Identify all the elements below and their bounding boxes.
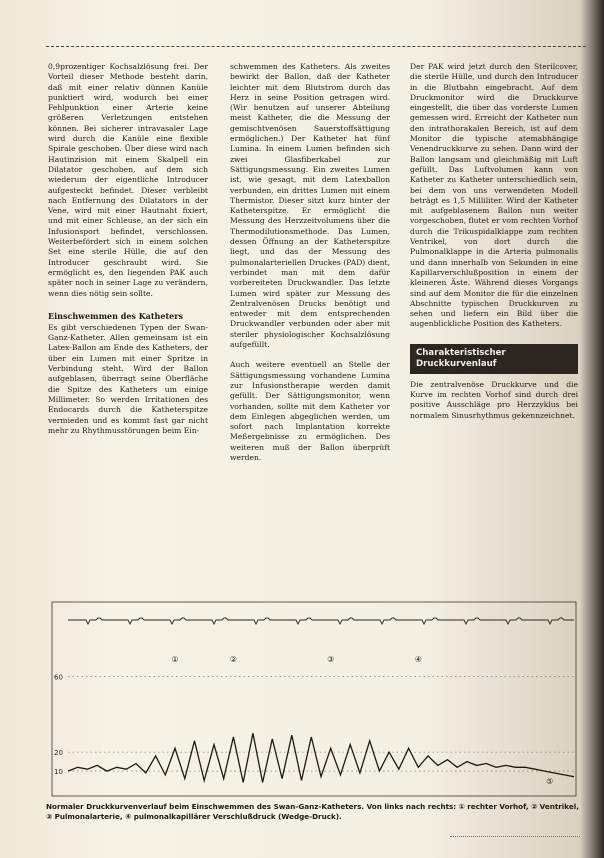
column-3 — [410, 62, 578, 421]
phase-marker: ⑤ — [546, 777, 554, 786]
pressure-chart-svg — [46, 598, 580, 798]
y-tick-label: 10 — [54, 768, 63, 777]
column-1 — [48, 62, 208, 436]
pressure-trace — [68, 733, 574, 782]
ecg-trace — [68, 618, 574, 624]
col2-paragraph-1: schwemmen des Katheters. Als zweites bewirkt der Ballon, daß der Katheter leichter mit dem Blutstrom durch das Herz in seine Position getragen wird. (Wir benutzen auf unserer Abteilung meist Katheter, die die Messung der gemischtvenösen Sauerstoffsättigung ermöglichen.) Der Katheter hat fünf Lumina. In einem Lumen befinden sich zwei Glasfiberkabel zur Sättigungsmessung. Ein zweites Lumen ist, wie gesagt, mit dem Latexballon verbunden, ein drittes Lumen mit einem Thermistor. Dieser sitzt kurz hinter der Katheterspitze. Er ermöglicht die Messung des Herzzeitvolumens über die Thermodilutionsmethode. Das Lumen, dessen Öffnung an der Katheterspitze liegt, und das der Messung des pulmonalarteriellen Druckes (PAD) dient, verbindet man mit dem dafür vorbereiteten Druckwandler. Das letzte Lumen wird später zur Messung des Zentralvenösen Drucks benötigt und entweder mit dem entsprechenden Druckwandler verbunden oder aber mit steriler physiologischer Kochsalzlösung aufgefüllt. — [230, 62, 390, 350]
column-2 — [230, 62, 390, 463]
y-tick-label: 20 — [54, 749, 63, 758]
phase-marker: ④ — [414, 655, 422, 664]
col1-paragraph-1: 0,9prozentiger Kochsalzlösung frei. Der Vorteil dieser Methode besteht darin, daß mit einer relativ dünnen Kanüle punktiert wird, wodurch bei einer Fehlpunktion einer Arterie keine größeren Verletzungen entstehen können. Bei sicherer intravasaler Lage wird durch die Kanüle eine flexible Spirale geschoben. Über diese wird nach Hautinzision mit einem Skalpell ein Dilatator geschoben, auf dem sich wiederum der eigentliche Introducer aufgesteckt befindet. Dieser verbleibt nach Entfernung des Dilatators in der Vene, wird mit einer Hautnaht fixiert, und mit einer Schleuse, an der sich ein Infusionsport befindet, verschlossen. Weiterbefördert sich in einem solchen Set eine sterile Hülle, die auf den Introducer geschraubt wird. Sie ermöglicht es, den liegenden PAK auch später noch in seiner Lage zu verändern, wenn dies nötig sein sollte. — [48, 62, 208, 298]
phase-marker: ③ — [327, 655, 335, 664]
col1-paragraph-2: Es gibt verschiedenen Typen der Swan-Ganz-Katheter. Allen gemeinsam ist ein Latex-Ballon am Ende des Katheters, der über ein Lumen mit einer Spritze in Verbindung steht. Wird der Ballon aufgeblasen, überragt seine Oberfläche die Spitze des Katheters um einige Millimeter. So werden Irritationen des Endocards durch die Katheterspitze vermieden und es kommt fast gar nicht mehr zu Rhythmusstörungen beim Ein- — [48, 322, 208, 435]
figure-caption: Normaler Druckkurvenverlauf beim Einschwemmen des Swan-Ganz-Katheters. Von links nach rechts: ① rechter Vorhof, ② Ventrikel, ③ Pulmonalarterie, ④ pulmonalkapillärer Verschlußdruck (Wedge-Druck). — [46, 802, 579, 821]
footer-rule — [450, 836, 580, 845]
top-rule — [46, 46, 586, 48]
col2-paragraph-2: Auch weitere eventuell an Stelle der Sättigungsmessung vorhandene Lumina zur Infusionstherapie werden damit gefüllt. Der Sättigungsmonitor, wenn vorhanden, sollte mit dem Katheter vor dem Einlegen abgeglichen werden, um sofort nach Implantation korrekte Meßergebnisse zu ermöglichen. Des weiteren muß der Ballon überprüft werden. — [230, 360, 390, 462]
pressure-chart — [46, 598, 580, 798]
phase-marker: ② — [229, 655, 238, 664]
col3-paragraph-2: Die zentralvenöse Druckkurve und die Kurve im rechten Vorhof sind durch drei positive Ausschläge pro Herzzyklus bei normalem Sinusrhythmus gekennzeichnet. — [410, 379, 578, 420]
section-heading-box: Charakteristischer Druckkurvenlauf — [410, 344, 578, 374]
col1-subhead: Einschwemmen des Katheters — [48, 310, 183, 321]
phase-marker: ① — [171, 655, 179, 664]
col3-paragraph-1: Der PAK wird jetzt durch den Sterilcover, die sterile Hülle, und durch den Introducer in die Blutbahn eingebracht. Auf dem Druckmonitor wird die Druckkurve eingestellt, die über das vorderste Lumen gemessen wird. Erreicht der Katheter nun den intrathorakalen Bereich, ist auf dem Monitor die typische atemabhängige Venendruckkurve zu sehen. Dann wird der Ballon langsam und gleichmäßig mit Luft gefüllt. Das Luftvolumen kann von Katheter zu Katheter unterschiedlich sein, bei dem von uns verwendeten Modell beträgt es 1,5 Milliliter. Wird der Katheter mit aufgeblasenem Ballon nun weiter vorgeschoben, flutet er vom rechten Vorhof durch die Trikuspidalklappe zum rechten Ventrikel, von dort durch die Pulmonalklappe in die Arteria pulmonalis und dann innerhalb von Sekunden in eine Kapillarverschlußposition in einem der kleineren Äste. Während dieses Vorgangs sind auf dem Monitor die für die einzelnen Abschnitte typischen Druckkurven zu sehen und liefern ein Bild über die augenblickliche Position des Katheters. — [410, 62, 578, 329]
y-tick-label: 60 — [54, 673, 63, 682]
